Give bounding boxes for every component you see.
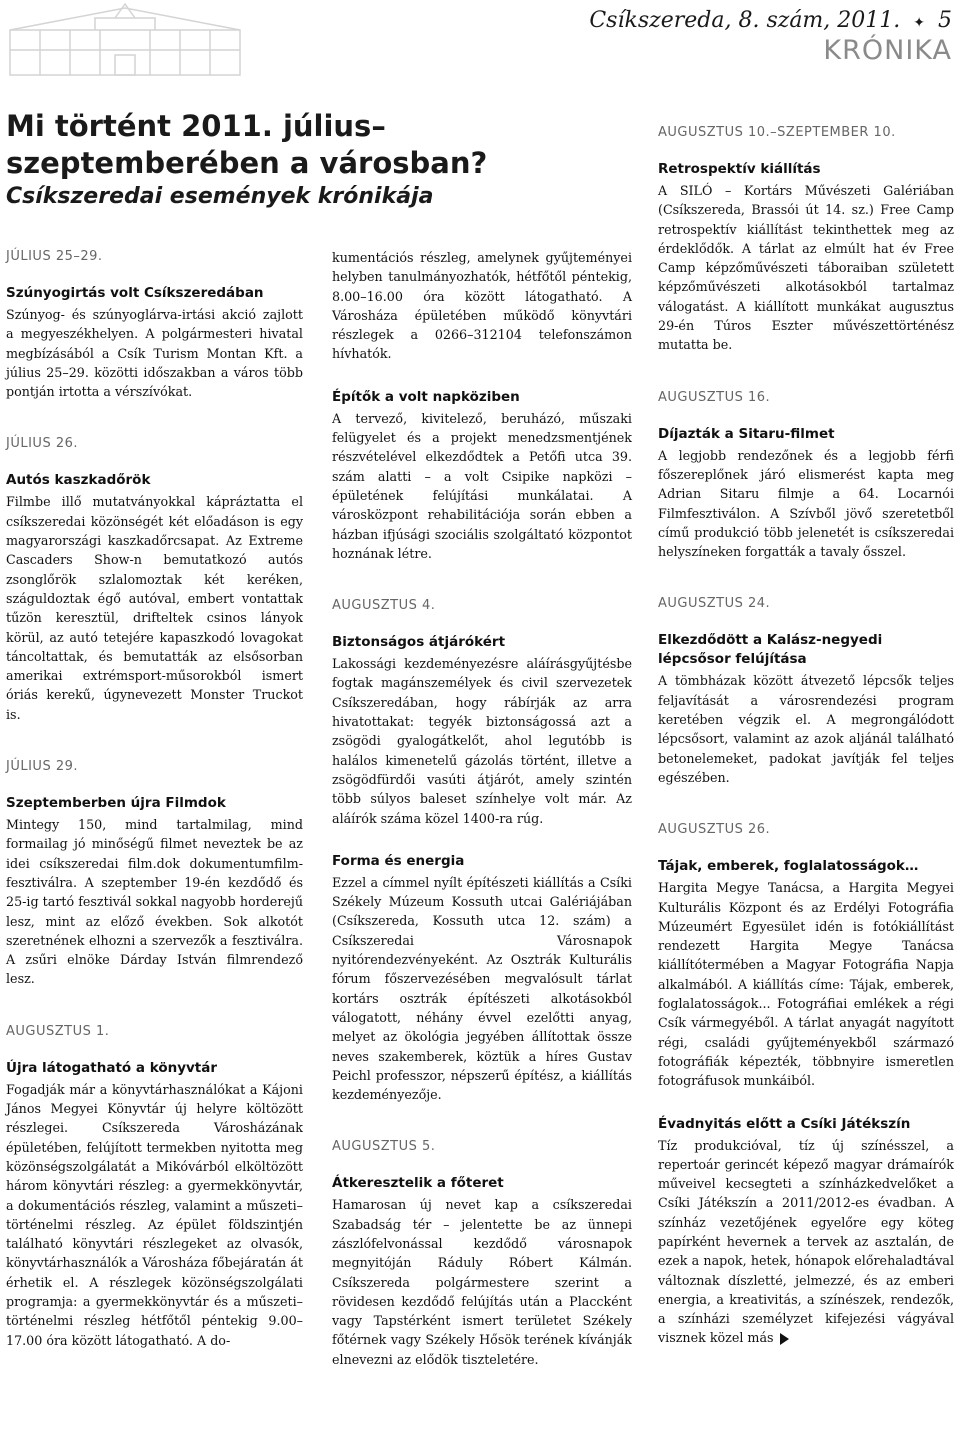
article-headline: Tájak, emberek, foglalatosságok… <box>658 858 919 875</box>
continued-arrow-icon <box>780 1333 789 1345</box>
article <box>658 821 954 1090</box>
article-body: A SILÓ – Kortárs Művészeti Galériában (Csíkszereda, Brassói út 14. sz.) Free Camp retrospektív kiállítást tekinthettek meg az érdeklődők. A tárlat az elmúlt hat év Free Camp képzőművészeti táboraiban született képzőművészeti alkotásokból tartalmaz válogatást. A kiállított munkákat augusztus 29-én Túros Eszter művészettörténész mutatta be. <box>658 183 954 353</box>
article-date: AUGUSZTUS 5. <box>332 1139 436 1155</box>
article-body: A tömbházak között átvezető lépcsők teljes feljavítását a városrendezési program keretében végzik el. A megrongálódott lépcsősort, valamint az azok aljánál található betonelemeket, padokat javítják fel teljes egészében. <box>658 673 954 785</box>
city-hall-watermark <box>0 0 250 80</box>
article-body: Tíz produkcióval, tíz új színésszel, a repertoár gerincét képező magyar drámaírók műveivel kecsegteti a színházkedvelőket a Csíki Játékszín a 2011/2012-es évadban. A színház vezetőjének egyelőre egy köteg papírként hevernek a tervek az asztalán, de ezek a napok, hetek, hónapok előrehaladtával változnak díszletté, jelmezzé, és az emberi energia, a kreativitás, a színészek, rendezők, a színházi személyzet kifejezési vágyával visznek közel más <box>658 1137 954 1346</box>
article <box>6 1023 303 1350</box>
column-1 <box>6 248 303 1350</box>
article-headline: Újra látogatható a könyvtár <box>6 1059 218 1076</box>
article <box>658 389 954 562</box>
article-headline: Autós kaszkadőrök <box>6 472 151 489</box>
page-subtitle: Csíkszeredai események krónikája <box>6 184 434 209</box>
article-headline: Évadnyitás előtt a Csíki Játékszín <box>658 1115 911 1132</box>
article <box>332 1138 632 1369</box>
article-body: Hamarosan új nevet kap a csíkszeredai Szabadság tér – jelentette be az ünnepi zászlófelvonással kezdődő városnapok megnyitóján Ráduly Róbert Kálmán. Csíkszereda polgármestere szerint a rövidesen kezdődő felújítás után a Placcként vagy Tapstérként ismert területet Székely főtérnek vagy Székely Hősök terének kívánják elnevezni az elődök tiszteletére. <box>332 1197 632 1367</box>
article-headline: Szeptemberben újra Filmdok <box>6 795 226 812</box>
article-headline: Átkeresztelik a főteret <box>332 1175 504 1192</box>
article-date: JÚLIUS 25–29. <box>6 249 103 264</box>
article-date: AUGUSZTUS 26. <box>658 822 771 838</box>
article-body: Mintegy 150, mind tartalmilag, mind formailag jó minőségű filmet neveztek be az idei csíkszeredai film.dok dokumentumfilm-fesztiválra. A szeptember 19-én kezdődő és 25-ig tartó fesztivál sokkal nagyobb horderejű lesz, mint az előző években. Sok alkotót szeretnének elhozni a szervezők a fesztiválra. A zsűri elnöke Dárday István filmrendező lesz. <box>6 817 303 987</box>
article-body: Lakossági kezdeményezésre aláírásgyűjtésbe fogtak magánszemélyek és civil szervezetek Csíkszeredában, hogy rábírják az arra hivatottakat: tegyék biztonságossá azt a zsögödi gyalogátkelőt, ahol legutóbb is halálos kimenetelű gázolás történt, illetve a zsögödfürdői vasúti átjárót, amely szintén több súlyos baleset színhelye volt már. Az aláírók száma közel 1400-ra rúg. <box>332 656 632 826</box>
article-body: Filmbe illő mutatványokkal kápráztatta el csíkszeredai közönségét két előadáson is egy magyarországi kaszkadőrcsapat. Az Extreme Cascaders Show-n bemutatkozó autós zsonglőrök szlalomoztak két keréken, száguldoztak égő autóval, embert vontattak tűzön keresztül, drifteltek csinos lányok körül, az autó tetejére kapaszkodó lovagokat táncoltattak, és bemutatták az elsősorban amerikai extrémsport-műsorokból ismert óriás kerekű, úgynevezett Monster Truckot is. <box>6 494 303 722</box>
article-headline: Elkezdődött a Kalász-negyedi lépcsősor felújítása <box>658 632 883 668</box>
article <box>6 435 303 724</box>
article <box>658 124 954 355</box>
article-headline: Szúnyogirtás volt Csíkszeredában <box>6 285 264 301</box>
article-date: JÚLIUS 29. <box>6 759 78 775</box>
article-body: A tervező, kivitelező, beruházó, műszaki felügyelet és a projekt menedzsmentjének részvételével elkezdődtek a Petőfi utca 39. szám alatti – a volt Csipike napközi – épületének felújítási munkálatai. A városközpont rehabilitációja során ebben a házban ifjúsági szociális szolgáltató központot hoznának létre. <box>332 410 632 561</box>
article-date: AUGUSZTUS 4. <box>332 598 436 614</box>
article <box>332 597 632 828</box>
article-date: AUGUSZTUS 24. <box>658 596 771 612</box>
article <box>6 758 303 989</box>
article-date: AUGUSZTUS 10.–SZEPTEMBER 10. <box>658 125 896 140</box>
article-headline: Retrospektív kiállítás <box>658 161 821 177</box>
article <box>658 1115 954 1348</box>
article-continuation <box>332 248 632 364</box>
article-headline: Biztonságos átjárókért <box>332 634 506 651</box>
article <box>332 852 632 1105</box>
article-body: Ezzel a címmel nyílt építészeti kiállítás a Csíki Székely Múzeum Kossuth utcai Galériájában (Csíkszereda, Kossuth utca 12. szám) a Csíkszeredai Városnapok nyitórendezvényeként. Az Osztrák Kulturális fórum főszervezésében megvalósult tárlat kortárs osztrák építészeti alkotásokból válogatott, néhány évvel ezelőtti anyag, melyet az ökológia jegyében állítottak össze neves szakemberek, köztük a híres Gustav Peichl professzor, népszerű építész, a kiállítás kezdeményezője. <box>332 874 632 1103</box>
article-body: kumentációs részleg, amelynek gyűjteményei helyben tanulmányozhatók, hétfőtől péntekig, 8.00–16.00 óra között látogatható. A Városháza épületében működő könyvtári részlegek a 0266–312104 telefonszámon hívhatók. <box>332 250 632 362</box>
column-3 <box>658 124 954 1348</box>
folio-issue: Csíkszereda, 8. szám, 2011. <box>589 8 901 33</box>
page-number: 5 <box>938 8 952 33</box>
masthead <box>0 0 960 90</box>
article-headline: Forma és energia <box>332 852 465 869</box>
column-2 <box>332 248 632 1369</box>
article-body: Hargita Megye Tanácsa, a Hargita Megyei Kulturális Központ és az Erdélyi Fotográfia Múzeumért Egyesület idén is fotókiállítást rendezett Hargita Megye Tanácsa kiállítótermében a Magyar Fotográfia Napja alkalmából. A kiállítás címe: Tájak, emberek, foglalatosságok... Fotográfiai emlékek a régi Csík vármegyéből. A tárlat anyagát nagyított régi, családi gyűjteményekből származó fotográfiák képezték, többnyire ismeretlen fotográfusok munkáiból. <box>658 880 954 1089</box>
article <box>658 595 954 787</box>
article-date: AUGUSZTUS 1. <box>6 1023 110 1039</box>
article-body: Szúnyog- és szúnyoglárva-irtási akció zajlott a megyeszékhelyen. A polgármesteri hivatal megbízásából a Csík Turism Montan Kft. a július 25–29. közötti időszakban a város több pontján irtotta a vérszívókat. <box>6 307 303 400</box>
article-headline: Díjazták a Sitaru-filmet <box>658 425 835 442</box>
folio <box>589 8 952 66</box>
article-body-wrap <box>658 1136 954 1348</box>
section-name: KRÓNIKA <box>823 35 952 66</box>
article-date: JÚLIUS 26. <box>6 436 78 452</box>
separator-icon: ✦ <box>913 15 925 31</box>
article-headline: Építők a volt napköziben <box>332 388 520 405</box>
article-body: A legjobb rendezőnek és a legjobb férfi főszereplőnek járó elismerést kapta meg Adrian Sitaru filmje a 64. Locarnói Filmfesztiválon. A Szívből jövő szeretetből című produkció több jelenetét is csíkszeredai helyszíneken forgatták a tavaly ősszel. <box>658 447 954 560</box>
article <box>6 248 303 401</box>
article-body: Fogadják már a könyvtárhasználókat a Kájoni János Megyei Könyvtár új helyre költözött részlegei. Csíkszereda Városházának épületében, felújított termekben nyitotta meg közönségszolgálatát a Mikóvárból elköltözött három könyvtári részleg: a gyermekkönyvtár, a dokumentációs részleg, valamint a műszeti–történelmi részleg. Az épület földszintjén található könyvtári részlegeket az olvasók, könyvtárhasználók a Városháza főbejáratán át érhetik el. A részlegek közönségszolgálati programja: a gyermekkönyvtár és a műszeti–történelmi részleg hétfőtől péntekig 9.00–17.00 óra között látogatható. A do- <box>6 1081 303 1348</box>
article <box>332 388 632 563</box>
article-date: AUGUSZTUS 16. <box>658 389 771 405</box>
page-title: Mi történt 2011. július–szeptemberében a városban? <box>6 109 488 180</box>
